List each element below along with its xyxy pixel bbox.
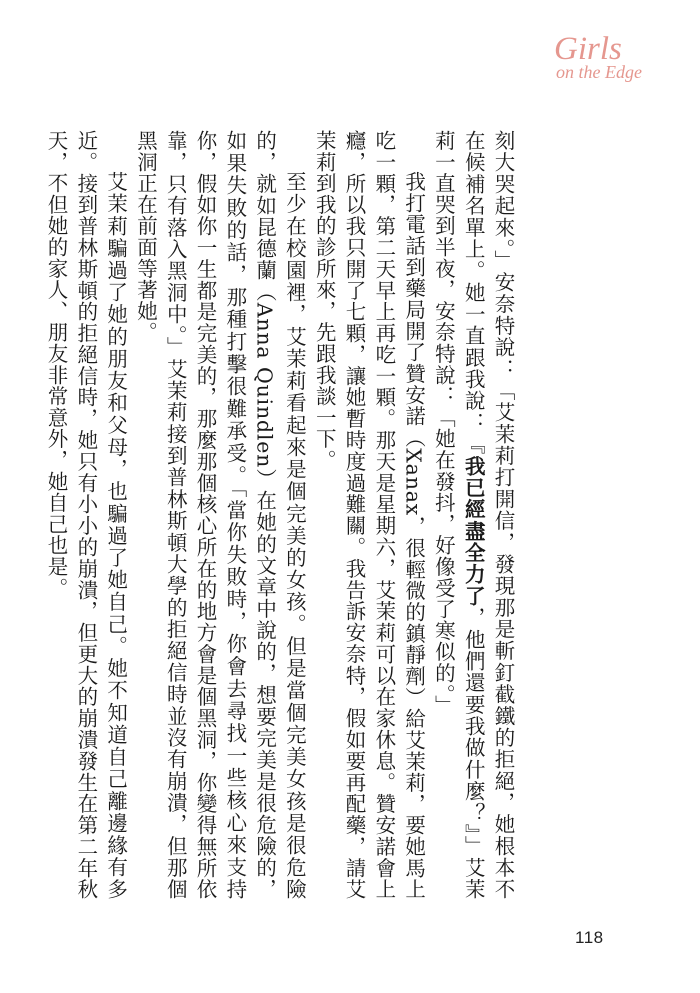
paragraph-4: 艾茉莉騙過了她的朋友和父母，也騙過了她自己。她不知道自己離邊緣有多近。接到普林斯頓的拒絕信時，她只有小小的崩潰，但更大的崩潰發生在第二年秋天，不但她的家人、朋友非常意外，她自己也是。: [44, 130, 128, 900]
header-title: Girls: [554, 31, 622, 67]
paragraph-1: [428, 130, 517, 900]
paragraph-3: 至少在校園裡，艾茉莉看起來是個完美的女孩。但是當個完美女孩是很危險的，就如昆德蘭（Anna Quindlen）在她的文章中說的，想要完美是很危險的，如果失敗的話，那種打擊很難承受。「當你失敗時，你會去尋找一些核心來支持你，假如你一生都是完美的，那麼那個核心所在的地方會是個黑洞，你變得無所依靠，只有落入黑洞中。」艾茉莉接到普林斯頓大學的拒絕信時並沒有崩潰，但那個黑洞正在前面等著她。: [133, 130, 307, 900]
header-subtitle: on the Edge: [556, 62, 642, 82]
paragraph-2: 我打電話到藥局開了贊安諾（Xanax，很輕微的鎮靜劑）給艾茉莉，要她馬上吃一顆，第二天早上再吃一顆。那天是星期六，艾茉莉可以在家休息。贊安諾會上癮，所以我只開了七顆，讓她暫時度過難關。我告訴安奈特，假如要再配藥，請艾茉莉到我的診所來，先跟我談一下。: [312, 130, 426, 900]
paragraph-1-emphasis: 我已經盡全力了: [461, 455, 486, 608]
paragraph-1-part-b: ，他們還要我做什麼？』」艾茉莉一直哭到半夜，安奈特說：「她在發抖，好像受了寒似的。」: [431, 130, 486, 901]
paragraph-1-part-a: 刻大哭起來。」安奈特說：「艾茉莉打開信，發現那是斬釘截鐵的拒絕，她根本不在候補名單上。她一直跟我說：『: [461, 130, 515, 900]
body-text: [44, 130, 517, 901]
page-number: 118: [575, 928, 604, 947]
running-header: [554, 31, 642, 82]
